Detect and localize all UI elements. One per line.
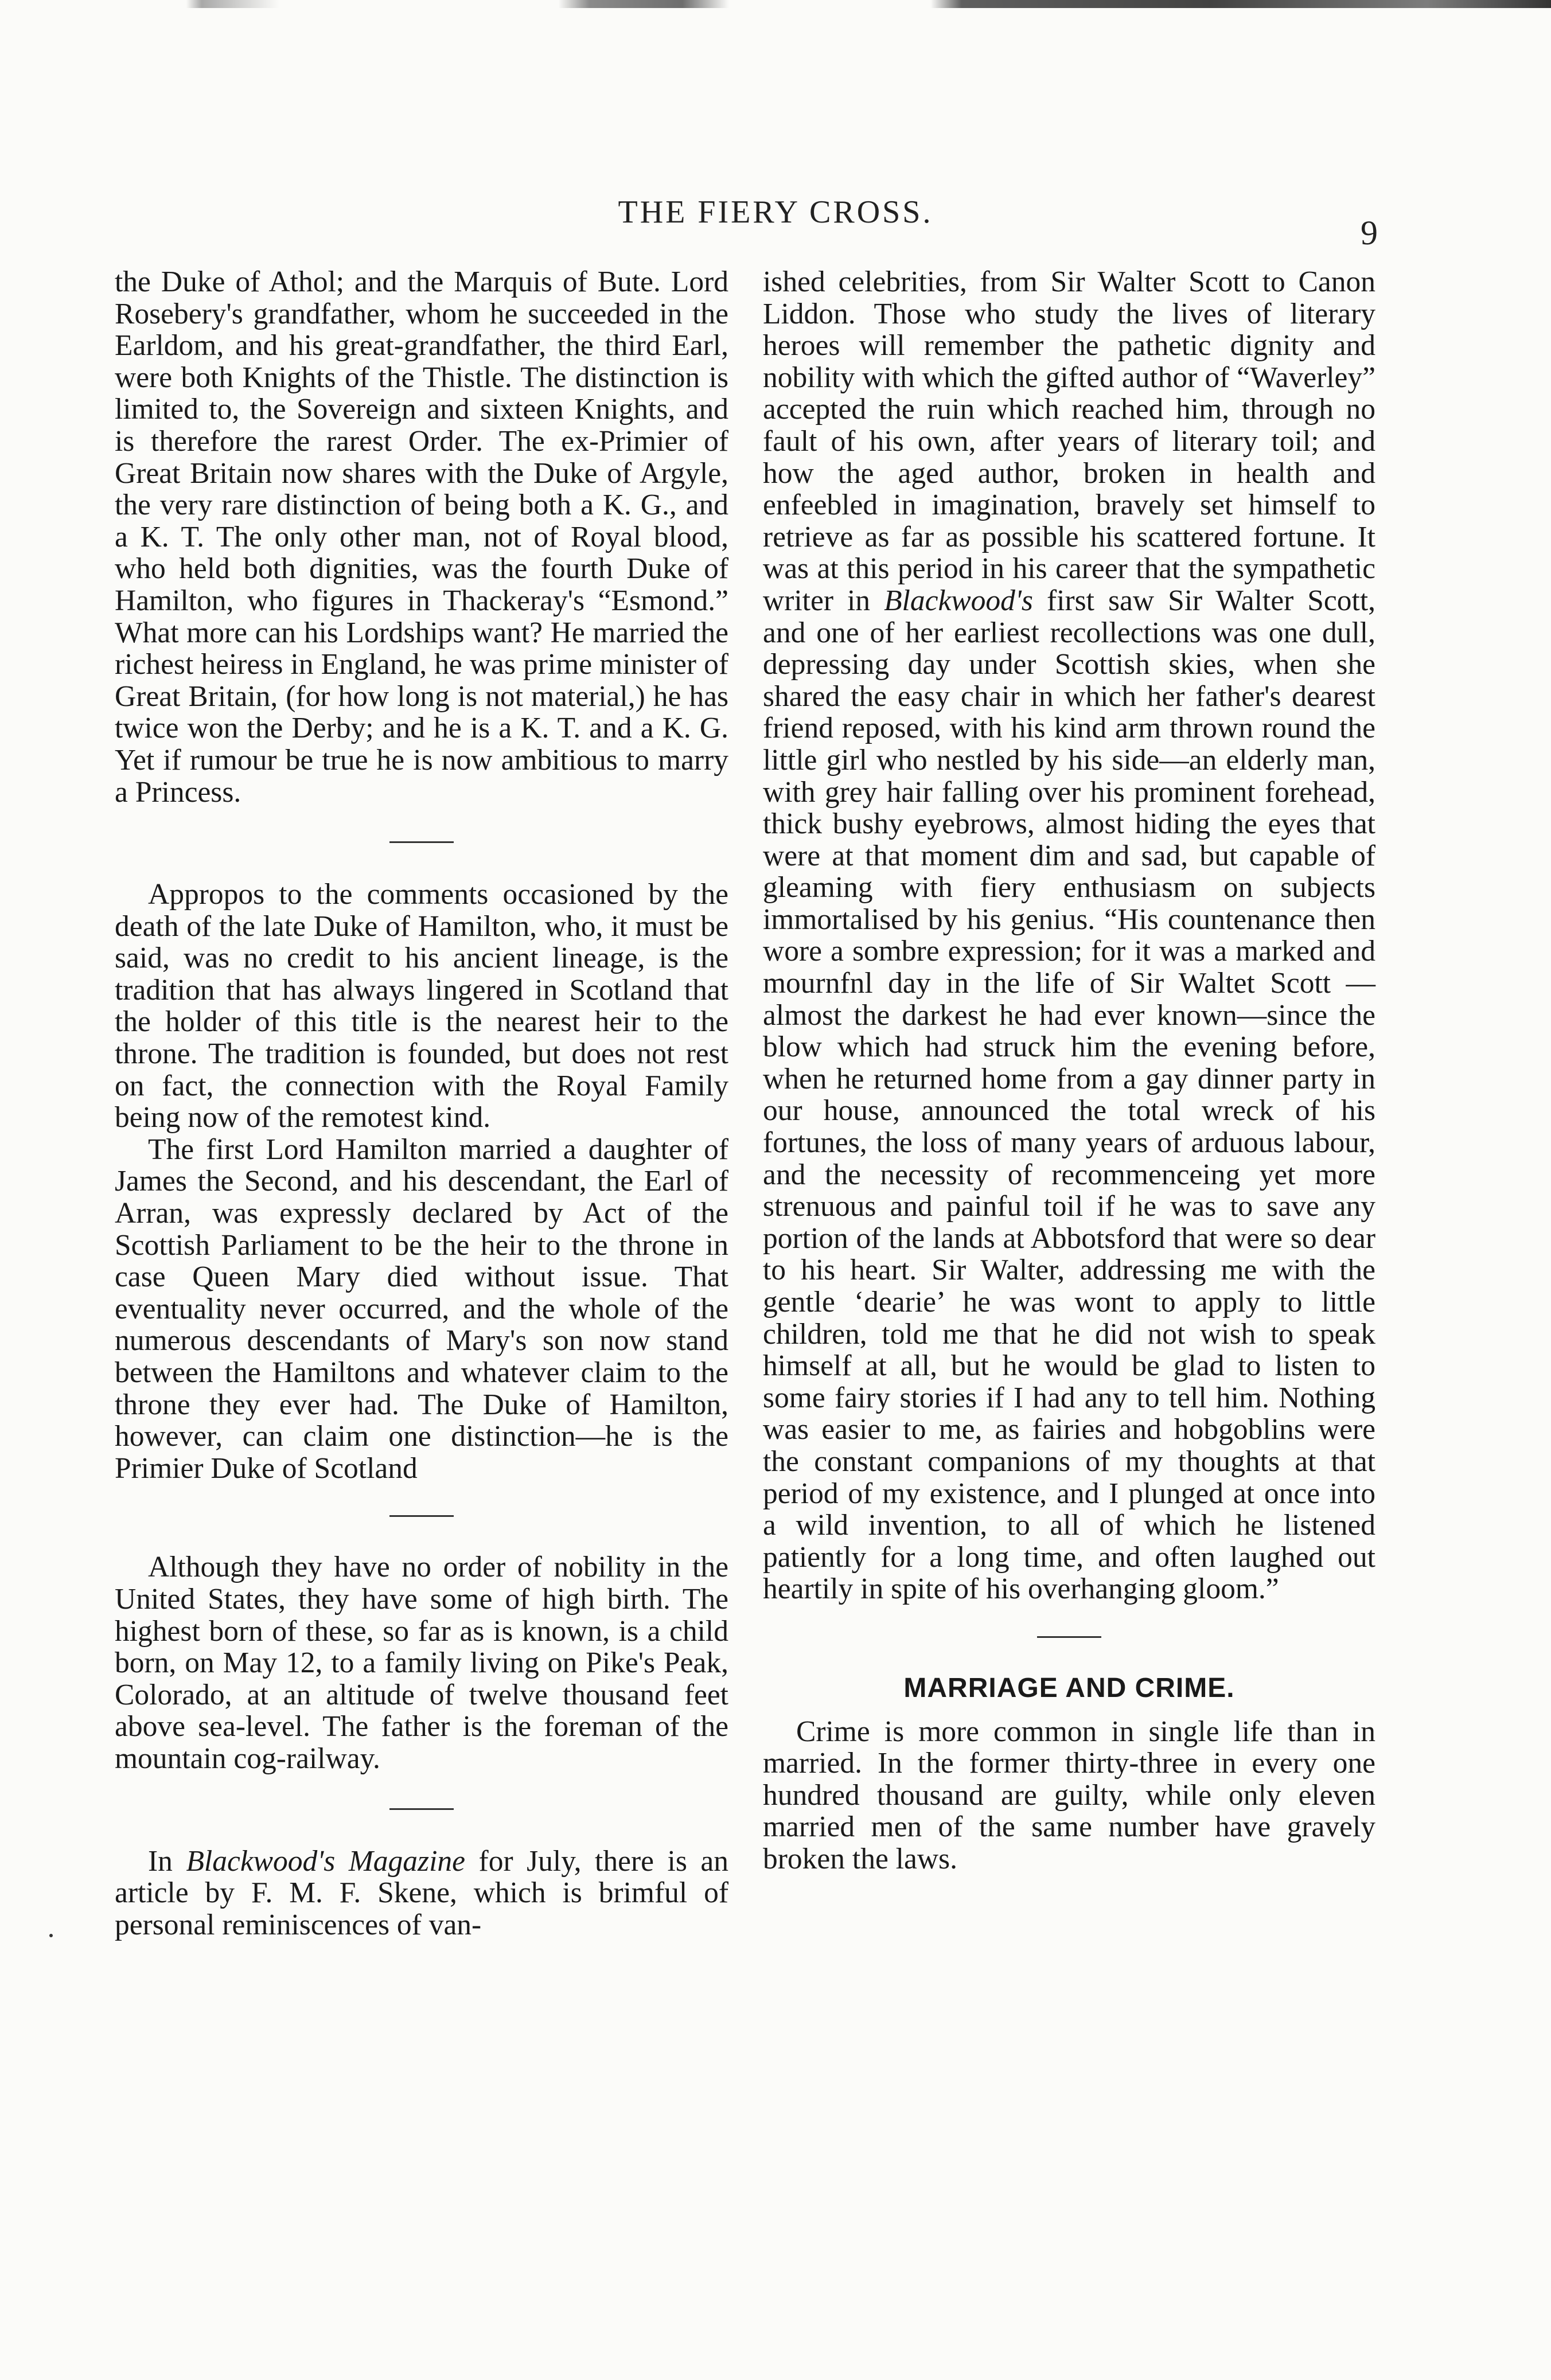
text-span: In: [148, 1844, 186, 1878]
paragraph-hamilton-tradition: Appropos to the comments occasioned by the death of the late Duke of Hamilton, who, it must be said, was no credit to his ancient lineage, is the tradition that has always lingered in Scotland that the holder of this title is the nearest heir to the throne. The tradition is founded, but does not rest on fact, the connection with the Royal Family being now of the remotest kind.: [115, 878, 728, 1134]
text-span: for July, there is an article by F. M. F. Skene, which is brimful of personal reminiscences of van-: [115, 1844, 729, 1941]
magazine-title: Blackwood's: [884, 584, 1033, 617]
text-span: ished celebrities, from Sir Walter Scott to Canon Liddon. Those who study the lives of literary heroes will remember the pathetic dignity and nobility with which the gifted author of “Waverley” accepted the ruin which reached him, through no fault of his own, after years of literary toil; and how the aged author, broken in health and enfeebled in imagination, bravely set himself to retrieve as far as possible his scattered fortune. It was at this period in his career that the sympathetic writer in: [763, 266, 1375, 617]
left-column: [115, 266, 728, 1941]
paragraph-first-lord-hamilton: The first Lord Hamilton married a daughter of James the Second, and his descendant, the Earl of Arran, was expressly declared by Act of the Scottish Parliament to be the heir to the throne in case Queen Mary died without issue. That eventuality never occurred, and the whole of the numerous descendants of Mary's son now stand between the Hamiltons and whatever claim to the throne they ever had. The Duke of Hamilton, however, can claim one distinction—he is the Primier Duke of Scotland: [115, 1133, 728, 1485]
running-title: THE FIERY CROSS.: [618, 194, 933, 230]
section-divider: [389, 1808, 454, 1810]
paragraph-rosebery: the Duke of Athol; and the Marquis of Bute. Lord Rosebery's grandfather, whom he succeeded in the Earldom, and his great-grandfather, the third Earl, were both Knights of the Thistle. The distinction is limited to, the Sovereign and sixteen Knights, and is therefore the rarest Order. The ex-Primier of Great Britain now shares with the Duke of Argyle, the very rare distinction of being both a K. G., and a K. T. The only other man, not of Royal blood, who held both dignities, was the fourth Duke of Hamilton, who figures in Thackeray's “Esmond.” What more can his Lordships want? He married the richest heiress in England, he was prime minister of Great Britain, (for how long is not material,) he has twice won the Derby; and he is a K. T. and a K. G. Yet if rumour be true he is now ambitious to marry a Princess.: [115, 266, 728, 809]
magazine-title: Blackwood's Magazine: [186, 1844, 465, 1878]
paragraph-united-states: Although they have no order of nobility in the United States, they have some of high birth. The highest born of these, so far as is known, is a child born, on May 12, to a family living on Pike's Peak, Colorado, at an altitude of twelve thousand feet above sea-level. The father is the foreman of the mountain cog-railway.: [115, 1551, 728, 1775]
scan-top-edge: [0, 0, 1551, 8]
paragraph-scott-reminiscence: [763, 266, 1375, 1605]
section-divider: [1037, 1636, 1101, 1638]
scan-speck: [49, 1934, 53, 1937]
paragraph-marriage-crime: Crime is more common in single life than in married. In the former thirty-three in every one hundred thousand are guilty, while only eleven married men of the same number have gravely broken the laws.: [763, 1715, 1375, 1875]
section-divider: [389, 841, 454, 843]
right-column: [763, 266, 1375, 1875]
page-number: 9: [1361, 214, 1378, 252]
text-span: first saw Sir Walter Scott, and one of her earliest recollections was one dull, depressing day under Scottish skies, when she shared the easy chair in which her father's dearest friend reposed, with his kind arm thrown round the little girl who nestled by his side—an elderly man, with grey hair falling over his prominent forehead, thick bushy eyebrows, almost hiding the eyes that were at that moment dim and sad, but capable of gleaming with fiery enthusiasm on subjects immortalised by his genius. “His countenance then wore a sombre expression; for it was a marked and mournfnl day in the life of Sir Waltet Scott —almost the darkest he had ever known—since the blow which had struck him the evening before, when he returned home from a gay dinner party in our house, announced the total wreck of his fortunes, the loss of many years of arduous labour, and the necessity of recommenceing yet more strenuous and painful toil if he was to save any portion of the lands at Abbotsford that were so dear to his heart. Sir Walter, addressing me with the gentle ‘dearie’ he was wont to apply to little children, told me that he did not wish to speak himself at all, but he would be glad to listen to some fairy stories if I had any to tell him. Nothing was easier to me, as fairies and hobgoblins were the constant companions of my thoughts at that period of my existence, and I plunged at once into a wild invention, to all of which he listened patiently for a long time, and often laughed out heartily in spite of his overhanging gloom.”: [763, 584, 1375, 1606]
section-heading: MARRIAGE AND CRIME.: [903, 1672, 1235, 1703]
paragraph-blackwoods-intro: [115, 1846, 728, 1941]
section-divider: [389, 1515, 454, 1517]
